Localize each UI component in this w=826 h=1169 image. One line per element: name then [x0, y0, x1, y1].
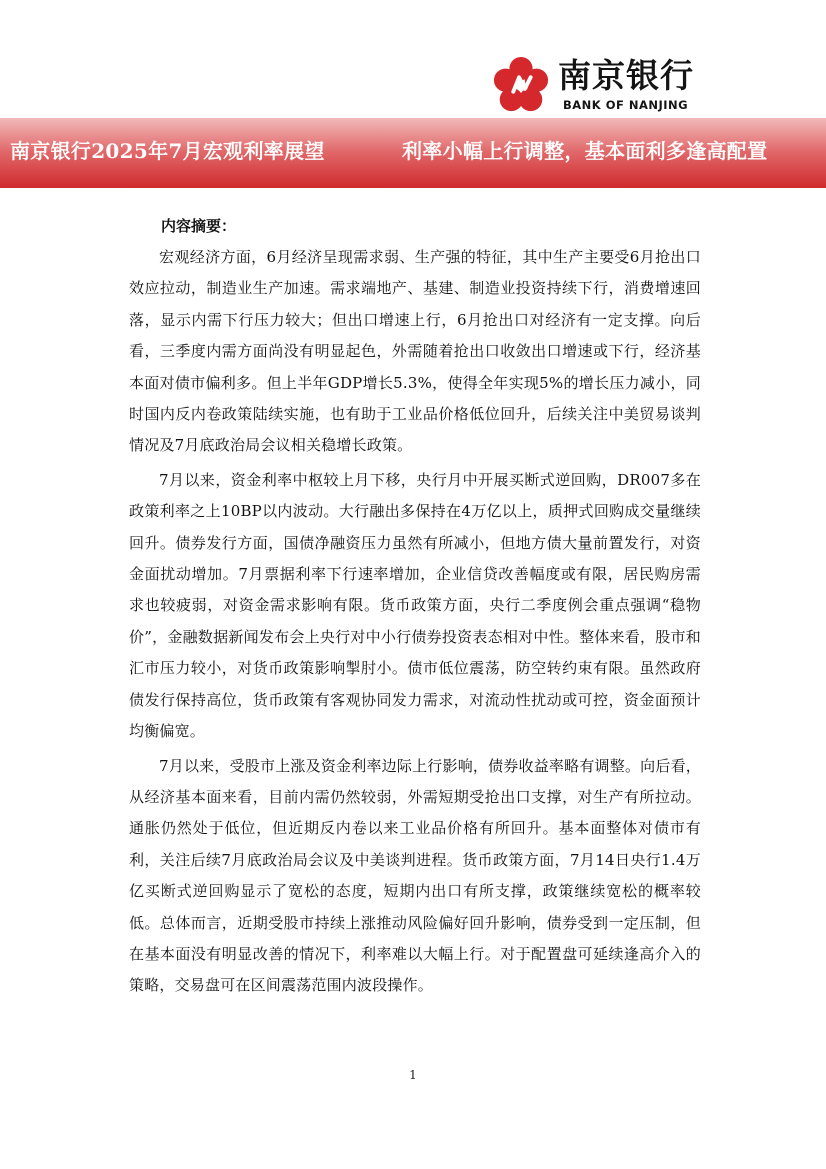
bank-logo [488, 54, 708, 118]
bank-name-en: BANK OF NANJING [563, 98, 689, 112]
report-subtitle: 利率小幅上行调整，基本面利多逢高配置 [402, 139, 768, 163]
page-number: 1 [409, 1068, 417, 1082]
bank-name-cn: 南京银行 [558, 56, 694, 95]
summary-section [129, 214, 701, 1005]
summary-heading: 内容摘要： [161, 217, 237, 235]
bank-flower-logo-icon [492, 56, 550, 114]
paragraph-liquidity: 7月以来，资金利率中枢较上月下移，央行月中开展买断式逆回购，DR007多在政策利率之上10BP以内波动。大行融出多保持在4万亿以上，质押式回购成交量继续回升。债券发行方面，国债净融资压力虽然有所减小，但地方债大量前置发行，对资金面扰动增加。7月票据利率下行速率增加，企业信贷改善幅度或有限，居民购房需求也较疲弱，对资金需求影响有限。货币政策方面，央行二季度例会重点强调“稳物价”，金融数据新闻发布会上央行对中小行债券投资表态相对中性。整体来看，股市和汇市压力较小，对货币政策影响掣肘小。债市低位震荡，防空转约束有限。虽然政府债发行保持高位，货币政策有客观协同发力需求，对流动性扰动或可控，资金面预计均衡偏宽。 [129, 470, 701, 741]
title-banner [0, 118, 826, 188]
paragraph-macro-economy: 宏观经济方面，6月经济呈现需求弱、生产强的特征，其中生产主要受6月抢出口效应拉动，制造业生产加速。需求端地产、基建、制造业投资持续下行，消费增速回落，显示内需下行压力较大；但出口增速上行，6月抢出口对经济有一定支撑。向后看，三季度内需方面尚没有明显起色，外需随着抢出口收敛出口增速或下行，经济基本面对债市偏利多。但上半年GDP增长5.3%，使得全年实现5%的增长压力减小，同时国内反内卷政策陆续实施，也有助于工业品价格低位回升，后续关注中美贸易谈判情况及7月底政治局会议相关稳增长政策。 [129, 248, 701, 455]
report-title: 南京银行2025年7月宏观利率展望 [10, 139, 325, 163]
paragraph-bond-outlook: 7月以来，受股市上涨及资金利率边际上行影响，债券收益率略有调整。向后看，从经济基本面来看，目前内需仍然较弱，外需短期受抢出口支撑，对生产有所拉动。通胀仍然处于低位，但近期反内卷以来工业品价格有所回升。基本面整体对债市有利，关注后续7月底政治局会议及中美谈判进程。货币政策方面，7月14日央行1.4万亿买断式逆回购显示了宽松的态度，短期内出口有所支撑，政策继续宽松的概率较低。总体而言，近期受股市持续上涨推动风险偏好回升影响，债券受到一定压制，但在基本面没有明显改善的情况下，利率难以大幅上行。对于配置盘可延续逢高介入的策略，交易盘可在区间震荡范围内波段操作。 [129, 756, 701, 995]
